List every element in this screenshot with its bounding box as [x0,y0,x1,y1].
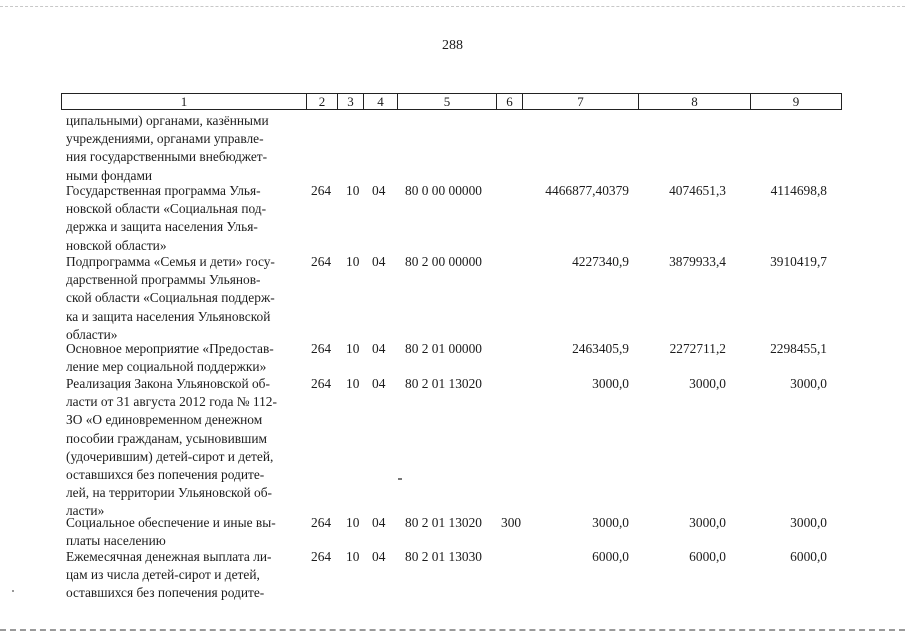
row-target: 80 2 01 13020 [405,515,482,530]
row-subsection: 04 [372,515,386,530]
row-name-line: оставшихся без попечения родите- [66,467,265,483]
row-subsection: 04 [372,254,386,269]
row-name-line: ка и защита населения Ульяновской [66,308,271,324]
row-code: 264 [311,515,332,530]
row-section: 10 [346,549,360,564]
row-code: 264 [311,341,332,356]
row-name-line: (удочерившим) детей-сирот и детей, [66,448,274,464]
row-name-line: ными фондами [66,167,153,183]
row-name [66,375,300,521]
row-sum-1: 6000,0 [592,549,629,564]
row-target: 80 2 01 13030 [405,549,482,564]
row-sum-1: 3000,0 [592,376,629,391]
header-col-6: 6 [497,94,523,109]
row-section: 10 [346,376,360,391]
row-name [66,253,300,344]
row-code: 264 [311,183,332,198]
row-name-line: Ежемесячная денежная выплата ли- [66,549,272,564]
row-section: 10 [346,254,360,269]
row-type: 300 [501,515,522,530]
row-sum-2: 3000,0 [689,515,726,530]
row-sum-3: 3910419,7 [770,254,827,269]
row-name [66,112,300,185]
row-sum-1: 4466877,40379 [545,183,629,198]
row-name-line: цам из числа детей-сирот и детей, [66,567,260,583]
row-target: 80 2 00 00000 [405,254,482,269]
row-name-line: ласти от 31 августа 2012 года № 112- [66,394,277,410]
header-col-9: 9 [792,94,800,109]
row-name-line: Государственная программа Улья- [66,183,261,198]
header-col-3: 3 [338,94,364,109]
row-sum-3: 6000,0 [790,549,827,564]
row-name-line: оставшихся без попечения родите- [66,585,265,601]
header-col-8: 8 [639,94,751,109]
row-name-line: ской области «Социальная поддерж- [66,290,275,306]
row-name-line: области» [66,326,118,342]
row-name-line: новской области» [66,237,167,253]
row-subsection: 04 [372,549,386,564]
row-name [66,514,300,550]
header-col-5: 5 [398,94,497,109]
row-name-line: пособии гражданам, усыновившим [66,430,268,446]
row-name [66,548,300,603]
row-section: 10 [346,515,360,530]
row-sum-2: 3000,0 [689,376,726,391]
row-subsection: 04 [372,341,386,356]
row-name-line: ление мер социальной поддержки» [66,359,267,375]
scan-speck [398,478,402,480]
row-name-line: платы населению [66,533,166,549]
row-name-line: лей, на территории Ульяновской об- [66,485,273,501]
row-target: 80 0 00 00000 [405,183,482,198]
scan-speck [12,590,14,592]
row-name-line: держка и защита населения Улья- [66,219,258,235]
row-code: 264 [311,549,332,564]
header-col-7: 7 [523,94,639,109]
row-name-line: Подпрограмма «Семья и дети» госу- [66,254,275,269]
row-code: 264 [311,376,332,391]
row-name-line: Социальное обеспечение и иные вы- [66,515,276,530]
row-name-line: ципальными) органами, казёнными [66,113,269,128]
row-sum-1: 3000,0 [592,515,629,530]
row-target: 80 2 01 13020 [405,376,482,391]
row-sum-3: 3000,0 [790,376,827,391]
page-number: 288 [442,38,463,53]
scan-edge-bottom [0,629,905,631]
row-subsection: 04 [372,376,386,391]
row-name-line: Реализация Закона Ульяновской об- [66,376,270,391]
row-code: 264 [311,254,332,269]
row-section: 10 [346,183,360,198]
row-name-line: новской области «Социальная под- [66,201,267,217]
row-sum-3: 3000,0 [790,515,827,530]
row-name-line: ласти» [66,503,105,519]
header-col-4: 4 [364,94,398,109]
row-sum-2: 4074651,3 [669,183,726,198]
row-sum-3: 4114698,8 [770,183,827,198]
row-sum-2: 6000,0 [689,549,726,564]
row-name-line: ния государственными внебюджет- [66,149,268,165]
row-target: 80 2 01 00000 [405,341,482,356]
row-name [66,340,300,376]
row-name [66,182,300,255]
row-name-line: ЗО «О единовременном денежном [66,412,263,428]
header-col-2: 2 [307,94,338,109]
row-name-line: дарственной программы Ульянов- [66,272,261,288]
row-sum-1: 2463405,9 [572,341,629,356]
row-sum-2: 2272711,2 [669,341,726,356]
row-sum-3: 2298455,1 [770,341,827,356]
row-name-line: Основное мероприятие «Предостав- [66,341,274,356]
row-name-line: учреждениями, органами управле- [66,131,264,147]
row-sum-1: 4227340,9 [572,254,629,269]
row-subsection: 04 [372,183,386,198]
row-sum-2: 3879933,4 [669,254,726,269]
header-col-1: 1 [62,94,307,109]
row-section: 10 [346,341,360,356]
